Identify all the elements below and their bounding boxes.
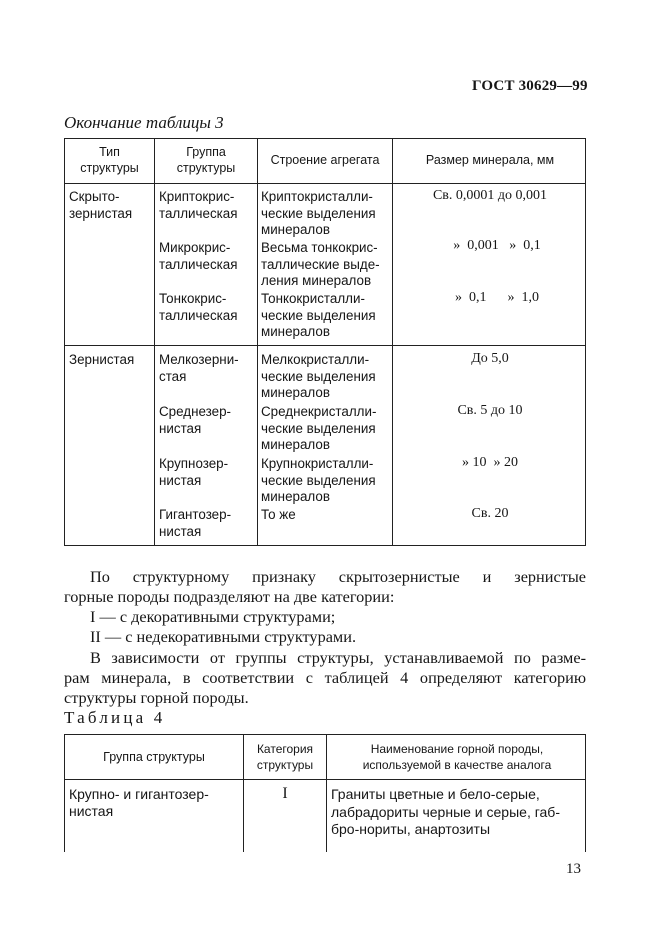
table4-caption: Таблица 4 — [64, 708, 166, 727]
size-cell: Св. 20 — [471, 506, 509, 521]
aggregate-cell: Крупнокристалли- ческие выделения минералов — [261, 456, 376, 504]
header-rock-name: Наименование горной породы, используемой в качестве аналога — [362, 742, 552, 772]
body-paragraph-line: рам минерала, в соответствии с таблицей 4 определяют категорию — [64, 668, 586, 687]
category-item-ii: II — с недекоративными структурами. — [90, 627, 357, 646]
aggregate-cell: Криптокристалли- ческие выделения минералов — [261, 189, 376, 237]
group-cell: Среднезер- нистая — [159, 404, 231, 436]
category-item-i: I — с декоративными структурами; — [90, 607, 336, 626]
group-cell: Гигантозер- нистая — [159, 507, 232, 539]
header-category: Категория структуры — [256, 742, 314, 772]
size-cell: Св. 5 до 10 — [457, 403, 523, 418]
aggregate-cell: То же — [261, 507, 296, 522]
size-cell: До 5,0 — [471, 351, 509, 366]
body-paragraph-line: структуры горной породы. — [64, 688, 249, 707]
aggregate-cell: Весьма тонкокрис- таллические выде- ления минералов — [261, 240, 380, 288]
aggregate-cell: Среднекристалли- ческие выделения минералов — [261, 404, 377, 452]
table4 — [64, 734, 586, 852]
size-cell: Св. 0,0001 до 0,001 — [432, 188, 548, 203]
rock-name-cell: Граниты цветные и бело-серые, лабрадориты черные и серые, габ- бро-нориты, анартозиты — [331, 786, 560, 837]
group-cell: Мелкозерни- стая — [159, 352, 239, 384]
body-paragraph-line: По структурному признаку скрытозернистые и зернистые — [90, 567, 586, 586]
table3 — [64, 138, 586, 546]
header-group: Группа структуры — [176, 145, 236, 175]
group-cell: Криптокрис- таллическая — [159, 189, 238, 221]
group-cell: Тонкокрис- таллическая — [159, 291, 238, 323]
document-code: ГОСТ 30629—99 — [472, 78, 588, 94]
header-aggregate: Строение агрегата — [270, 153, 380, 167]
group-cell: Крупнозер- нистая — [159, 456, 229, 488]
size-cell: » 10 » 20 — [462, 455, 518, 470]
table3-caption: Окончание таблицы 3 — [64, 113, 224, 132]
header-structure-group: Группа структуры — [103, 750, 205, 764]
type-cell: Скрыто- зернистая — [69, 189, 133, 221]
header-type: Тип структуры — [80, 145, 139, 175]
aggregate-cell: Тонкокристалли- ческие выделения минералов — [261, 291, 376, 339]
page-number: 13 — [566, 861, 581, 877]
category-cell: I — [282, 785, 288, 802]
body-paragraph-line: горные породы подразделяют на две категории: — [64, 587, 395, 606]
group-cell: Микрокрис- таллическая — [159, 240, 238, 272]
size-cell: » 0,1 » 1,0 — [455, 290, 539, 305]
header-size: Размер минерала, мм — [425, 153, 555, 167]
aggregate-cell: Мелкокристалли- ческие выделения минералов — [261, 352, 376, 400]
size-cell: » 0,001 » 0,1 — [453, 238, 541, 253]
group-cell: Крупно- и гигантозер- нистая — [69, 786, 209, 819]
body-paragraph-line: В зависимости от группы структуры, устанавливаемой по разме- — [90, 648, 586, 667]
type-cell: Зернистая — [69, 352, 135, 367]
